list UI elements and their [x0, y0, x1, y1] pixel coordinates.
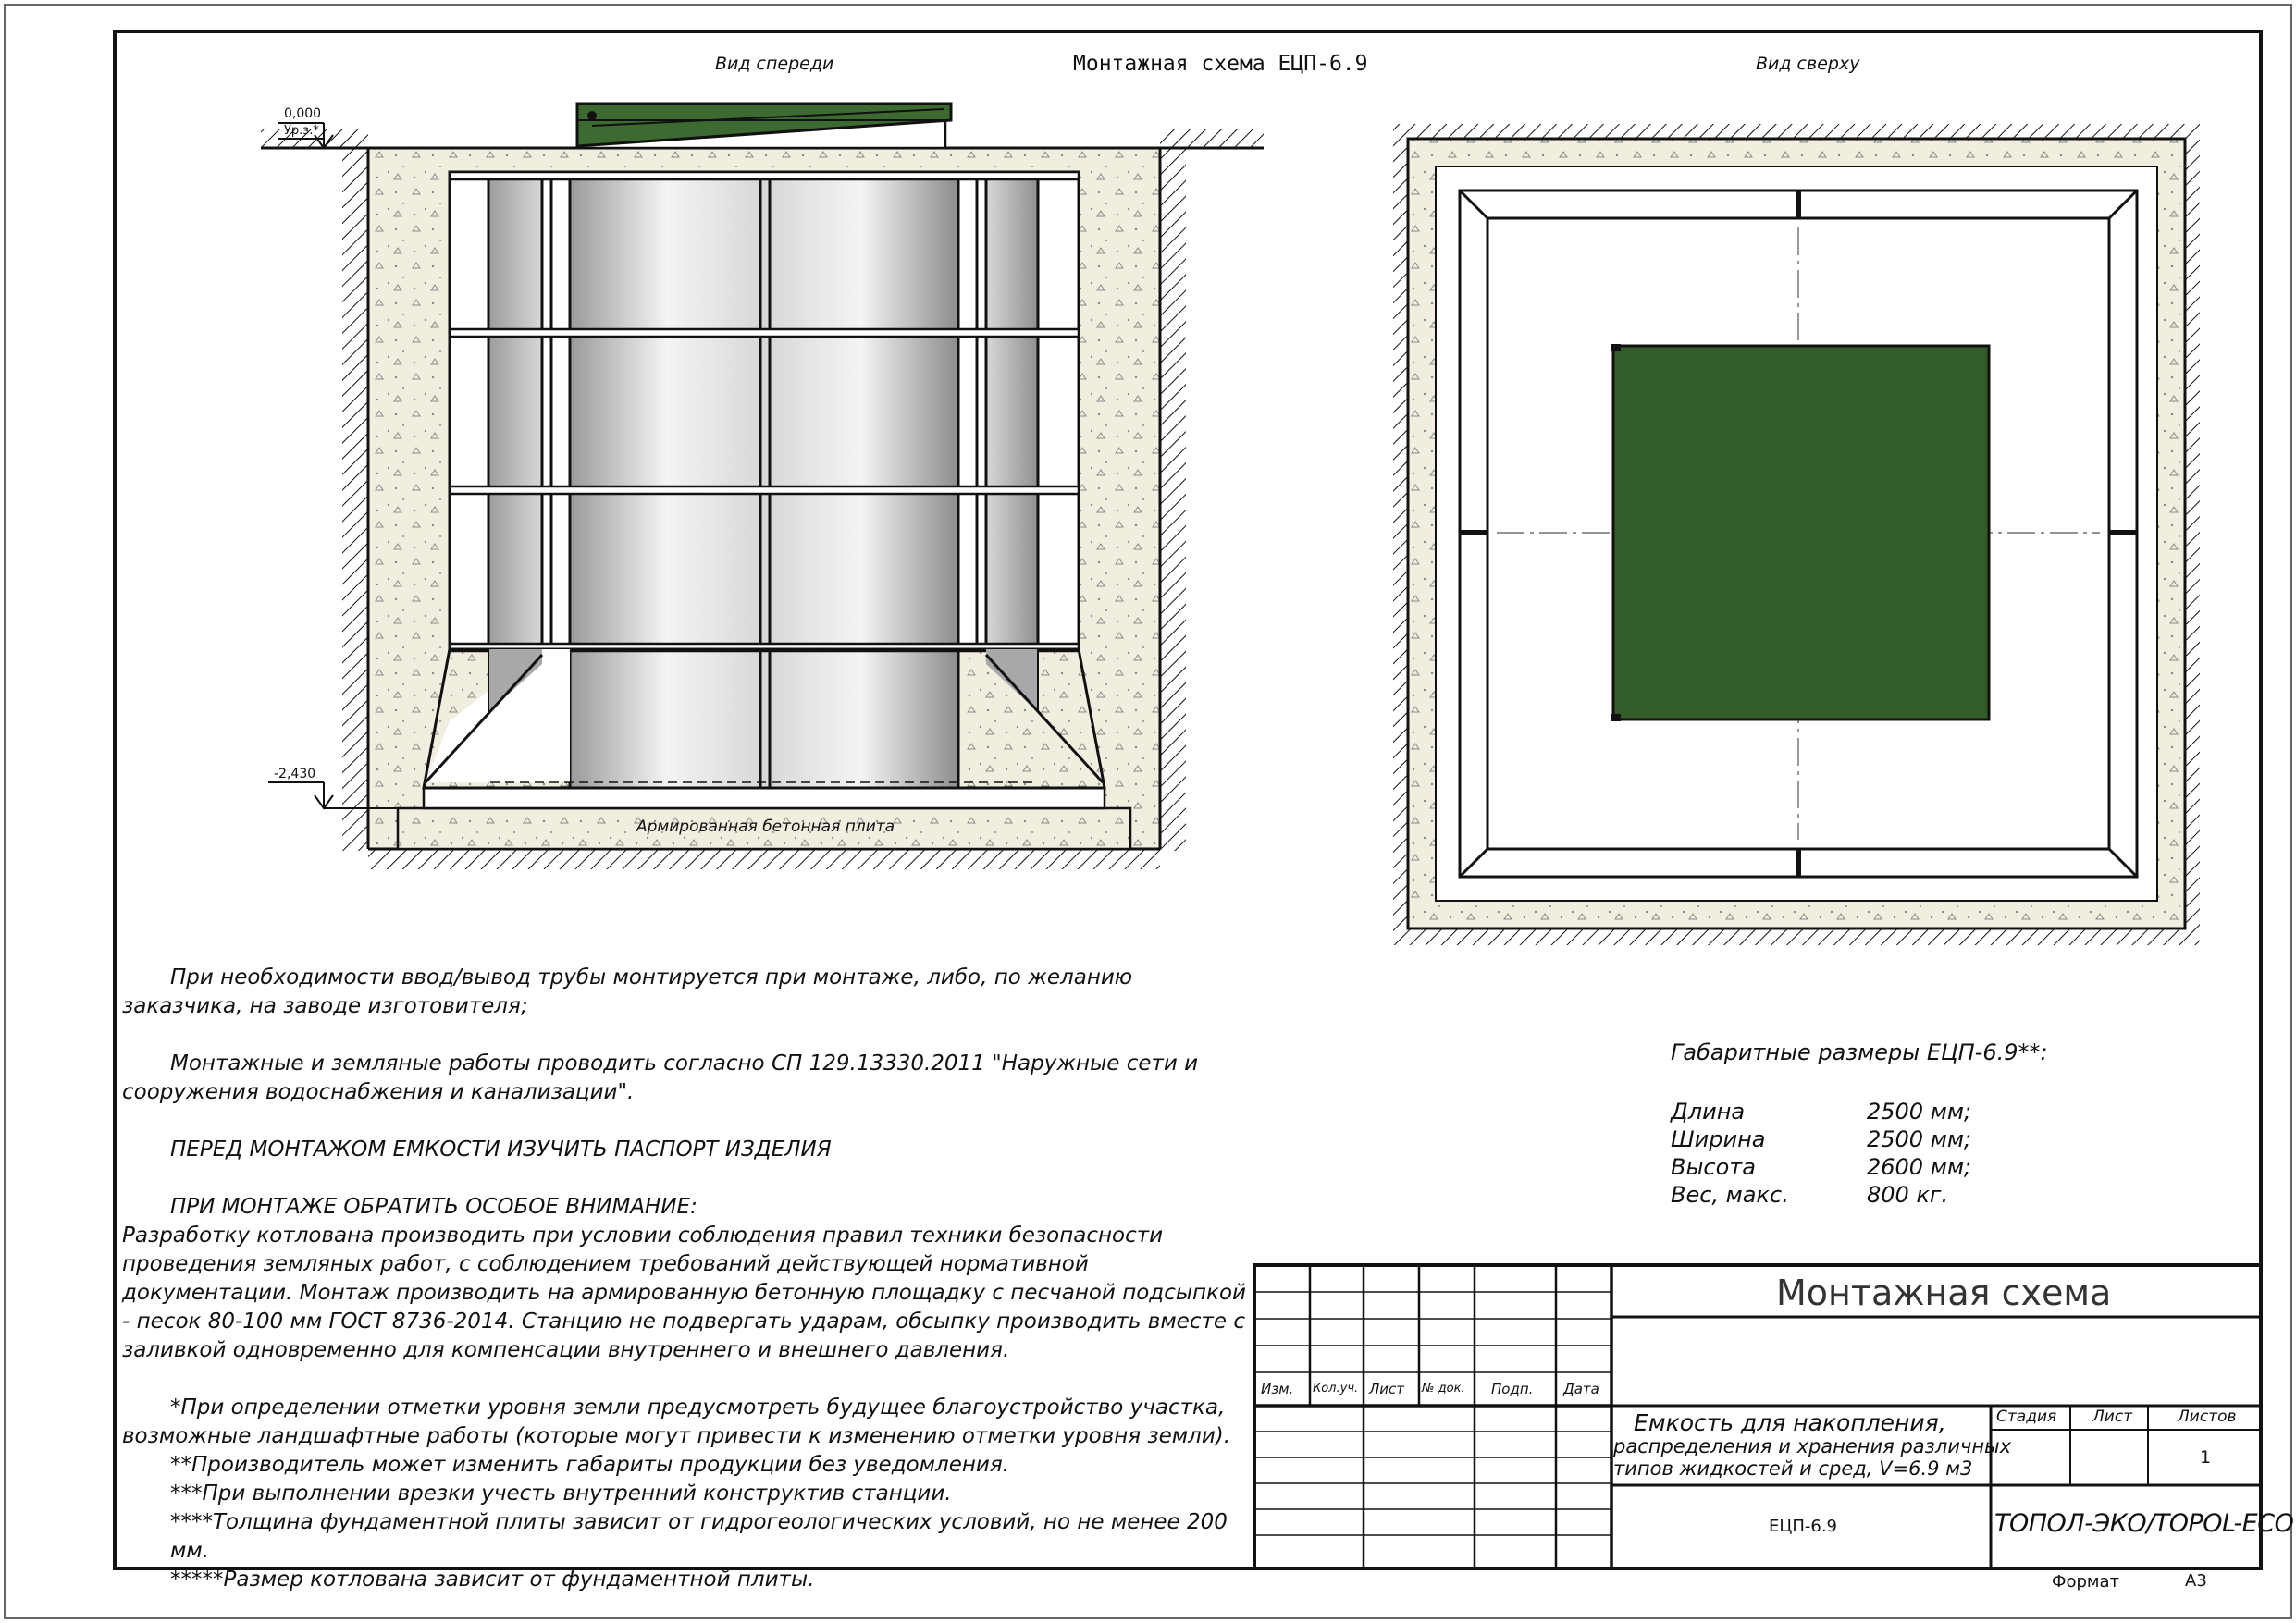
- tb-description-line3: типов жидкостей и сред, V=6.9 м3: [1613, 1457, 1973, 1480]
- tb-header-list: Лист: [1369, 1381, 1405, 1397]
- tb-format-value: А3: [2185, 1571, 2207, 1591]
- ground-hatch-left: [342, 148, 368, 851]
- tb-header-podp: Подп.: [1491, 1381, 1534, 1397]
- dimensions-title: Габаритные размеры ЕЦП-6.9**:: [1671, 1039, 2048, 1065]
- dim-label-length: Длина: [1671, 1099, 1746, 1125]
- note-2: Монтажные и земляные работы проводить согласно СП 129.13330.2011 "Наружные сети и сооружения водоснабжения и канализации".: [122, 1051, 1199, 1104]
- dim-value-height: 2600 мм;: [1867, 1154, 1972, 1180]
- front-view-label: Вид спереди: [715, 54, 834, 74]
- dim-value-width: 2500 мм;: [1867, 1126, 1972, 1152]
- lid-plan: [1613, 346, 1989, 719]
- tb-header-doc: № док.: [1422, 1382, 1465, 1396]
- top-view-label: Вид сверху: [1756, 54, 1860, 74]
- tb-description-line2: распределения и хранения различных: [1613, 1435, 2012, 1457]
- dim-value-length: 2500 мм;: [1867, 1099, 1972, 1125]
- tb-sheets-header: Листов: [2178, 1408, 2237, 1426]
- tb-description-line1: Емкость для накопления,: [1634, 1409, 1946, 1436]
- tank-base: [424, 788, 1105, 808]
- tb-header-izm: Изм.: [1261, 1381, 1294, 1397]
- bottom-level-value: -2,430: [274, 767, 316, 781]
- dim-label-weight: Вес, макс.: [1671, 1182, 1789, 1208]
- slab-label: Армированная бетонная плита: [636, 818, 895, 836]
- ground-hatch-right: [1160, 148, 1186, 851]
- footnote-4: ****Толщина фундаментной плиты зависит от гидрогеологических условий, но не менее 200 мм.: [170, 1510, 1228, 1563]
- sheet-title: Монтажная схема ЕЦП-6.9: [1073, 52, 1368, 76]
- footnote-5: *****Размер котлована зависит от фундаментной плиты.: [170, 1568, 815, 1592]
- footnote-2: **Производитель может изменить габариты продукции без уведомления.: [170, 1453, 1010, 1477]
- tb-sheet-header: Лист: [2092, 1408, 2133, 1426]
- ground-hatch-top-right: [1160, 129, 1264, 148]
- top-view: [1393, 124, 2200, 945]
- tb-header-data: Дата: [1563, 1381, 1599, 1397]
- dim-label-height: Высота: [1671, 1154, 1756, 1180]
- ground-hatch-bottom: [368, 849, 1160, 869]
- tb-stage-header: Стадия: [1996, 1408, 2057, 1426]
- dim-label-width: Ширина: [1671, 1126, 1766, 1152]
- ground-level-value: 0,000: [284, 106, 322, 121]
- footnote-1: *При определении отметки уровня земли предусмотреть будущее благоустройство участка, возможные ландшафтные работы (которые могут привести к изменению отметки уровня земли).: [122, 1396, 1231, 1448]
- note-1: При необходимости ввод/вывод трубы монтируется при монтаже, либо, по желанию заказчика, на заводе изготовителя;: [122, 965, 1133, 1018]
- note-3: ПЕРЕД МОНТАЖОМ ЕМКОСТИ ИЗУЧИТЬ ПАСПОРТ ИЗДЕЛИЯ: [170, 1137, 832, 1162]
- tb-header-kol-uch: Кол.уч.: [1313, 1382, 1359, 1396]
- tb-format-label: Формат: [2052, 1572, 2120, 1592]
- note-4-heading: ПРИ МОНТАЖЕ ОБРАТИТЬ ОСОБОЕ ВНИМАНИЕ:: [170, 1195, 697, 1219]
- tb-sheets-value: 1: [2200, 1447, 2212, 1468]
- tb-document-title: Монтажная схема: [1776, 1273, 2112, 1313]
- tb-company: ТОПОЛ-ЭКО/TOPOL-ECO: [1994, 1509, 2294, 1538]
- note-4-body: Разработку котлована производить при условии соблюдения правил техники безопасности проведения земляных работ, с соблюдением требований действующей нормативной документации. Монтаж производить на армированную бетонную площадку с песчаной подсыпкой - песок 80-100 мм ГОСТ 8736-2014. Станцию не подвергать ударам, обсыпку производить вместе с заливкой одновременно для компенсации внутреннего и внешнего давления.: [122, 1223, 1246, 1362]
- tank-cylinder: [570, 172, 958, 788]
- tb-code: ЕЦП-6.9: [1769, 1517, 1838, 1536]
- installation-notes: [122, 964, 1251, 1594]
- footnote-3: ***При выполнении врезки учесть внутренний конструктив станции.: [170, 1482, 952, 1506]
- ground-level-label: Ур.з.*: [284, 124, 319, 138]
- dim-value-weight: 800 кг.: [1867, 1182, 1949, 1208]
- front-view: [261, 104, 1264, 869]
